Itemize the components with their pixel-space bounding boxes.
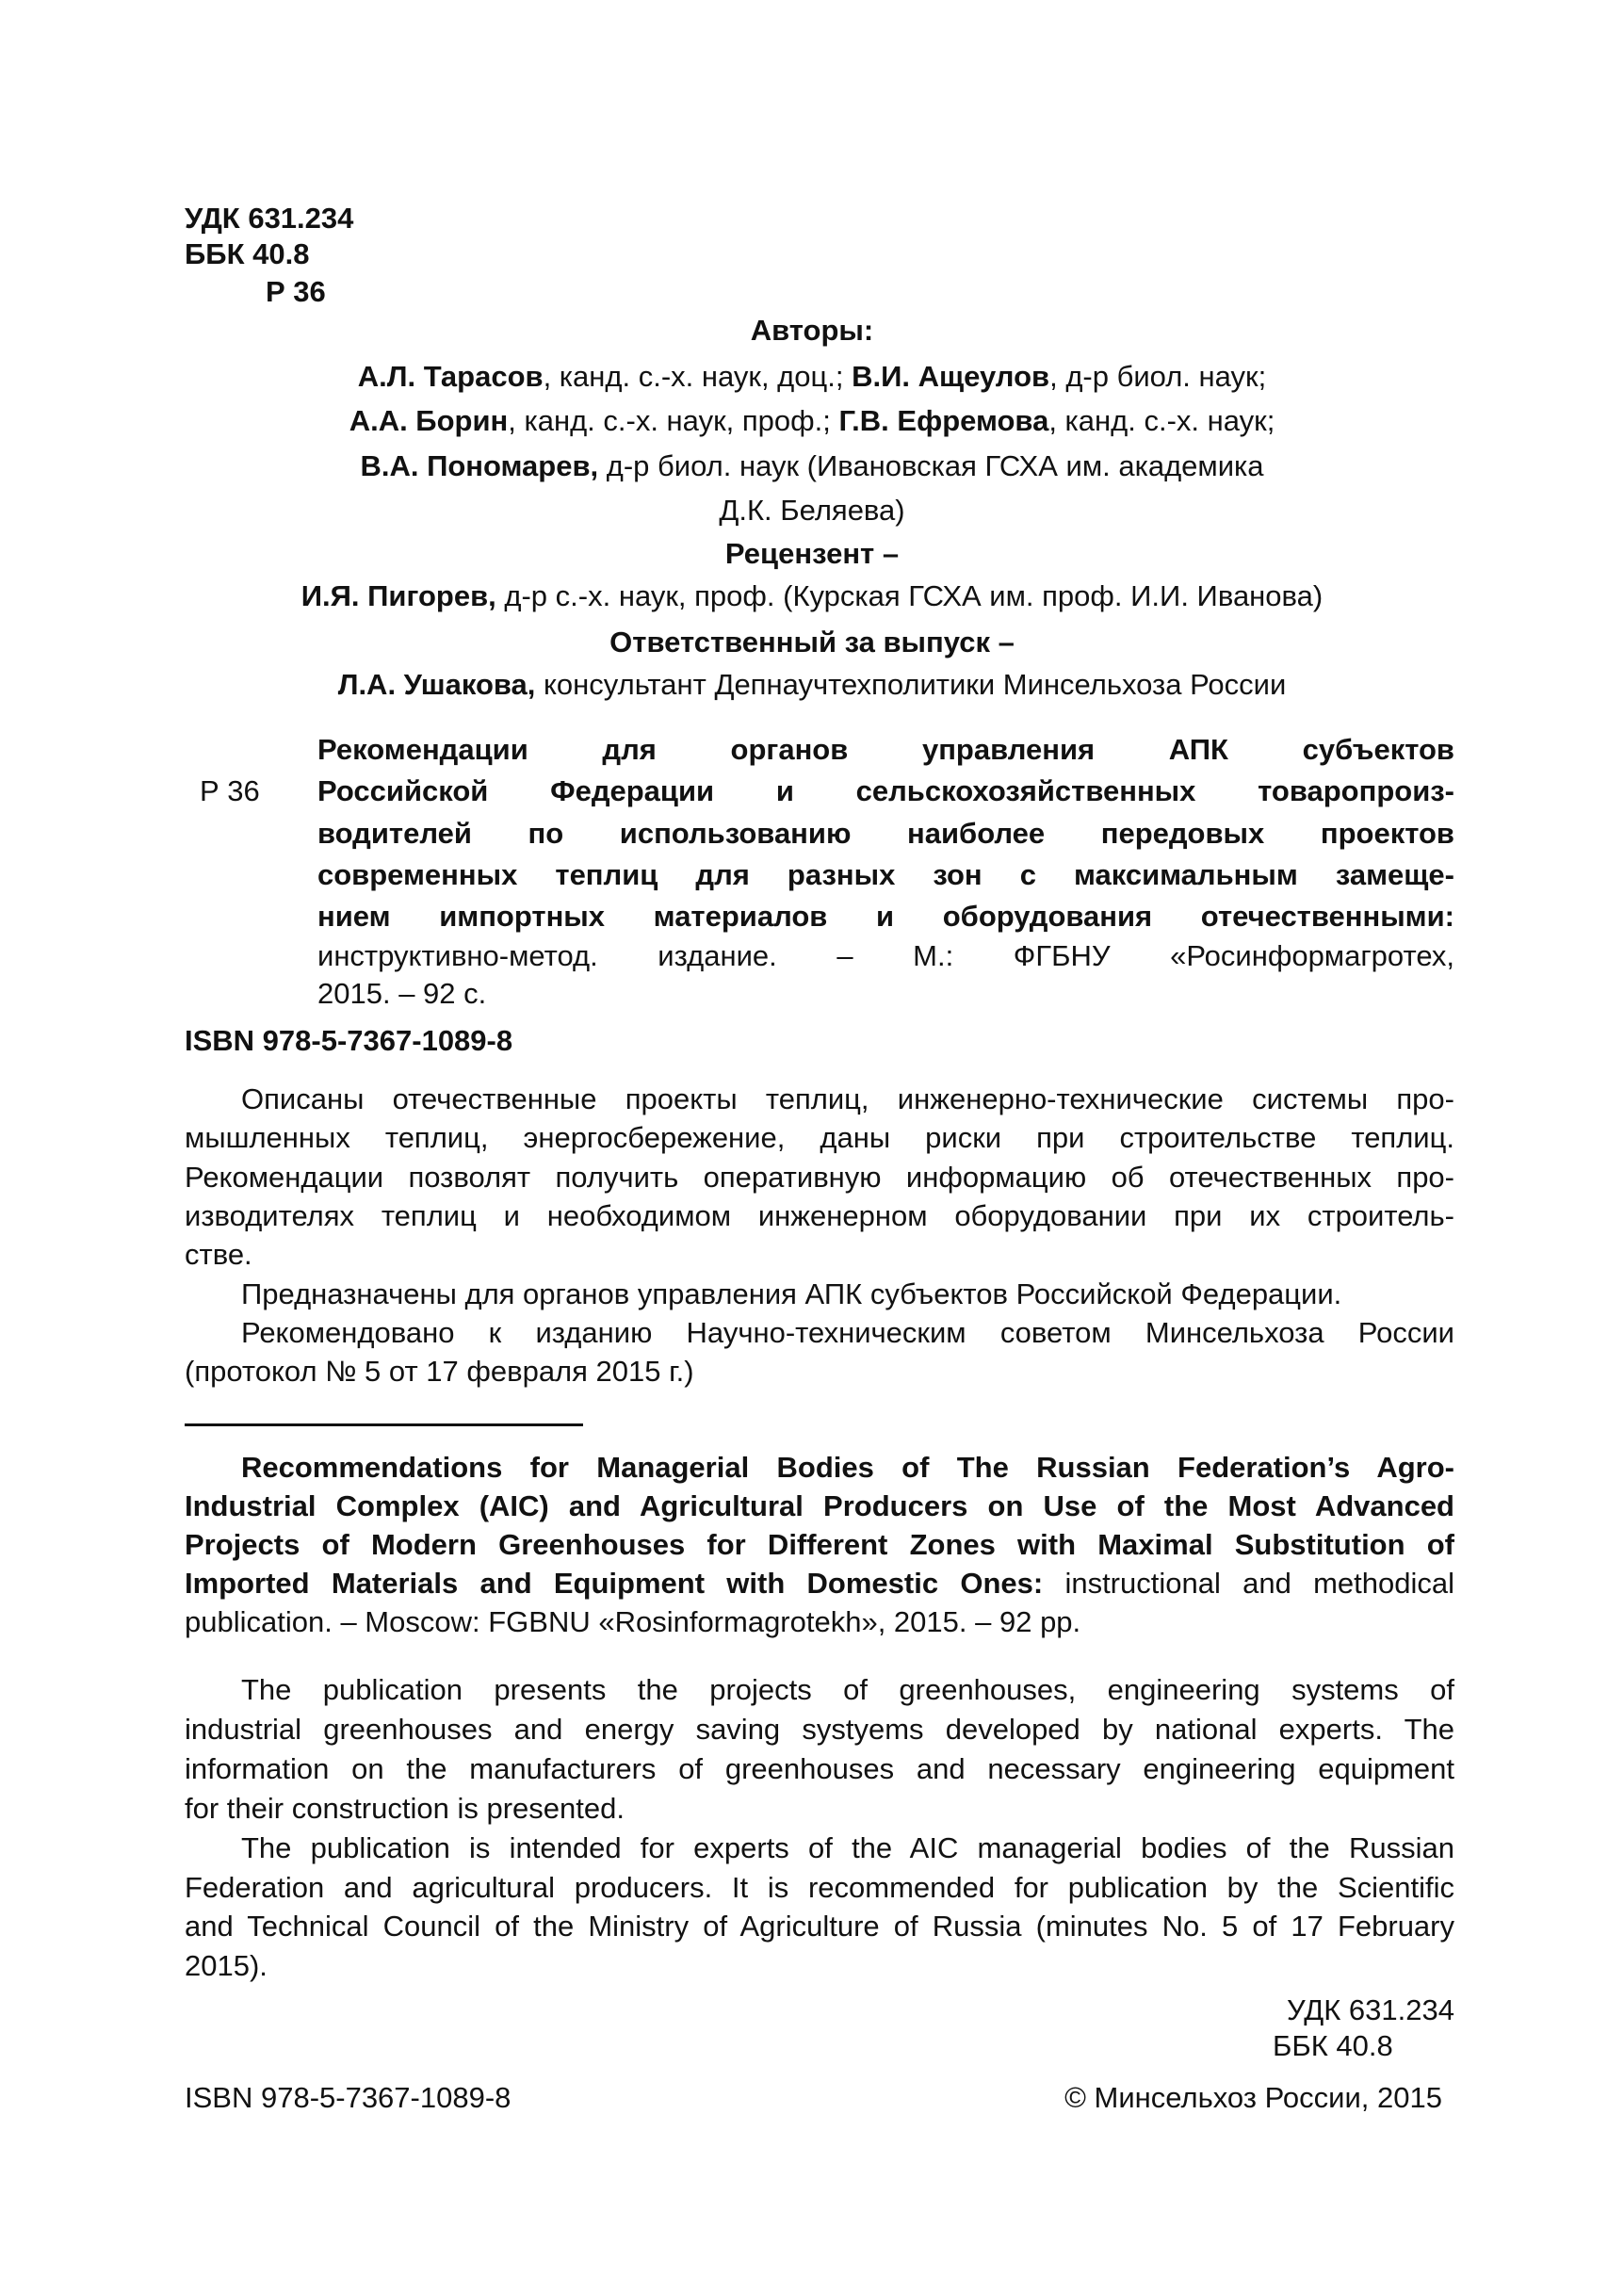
abstract-ru-line: Рекомендовано к изданию Научно-техническим советом Минсельхоза России: [241, 1315, 1454, 1349]
catalog-code: Р 36: [266, 275, 326, 308]
abstract-en-line: The publication is intended for experts of the AIC managerial bodies of the Russian: [241, 1830, 1454, 1864]
bold-text: современных теплиц для разных зон с максимальным замеще-: [317, 858, 1454, 891]
bold-text: Industrial Complex (AIC) and Agricultural Producers on Use of the Most Advanced: [185, 1489, 1454, 1522]
bibliography-line: [317, 898, 1454, 935]
abstract-ru-line: изводителях теплиц и необходимом инженерном оборудовании при их строитель-: [185, 1198, 1454, 1232]
bibliography-line: [317, 815, 1454, 853]
english-title-line: [185, 1565, 1454, 1602]
abstract-ru-line: стве.: [185, 1238, 252, 1272]
abstract-ru-line: Описаны отечественные проекты теплиц, инженерно-технические системы про-: [241, 1082, 1454, 1115]
editor-heading: Ответственный за выпуск –: [609, 626, 1015, 659]
author-line: [141, 447, 1483, 485]
english-title-line: [185, 1603, 1454, 1641]
text: 2015. – 92 с.: [317, 977, 487, 1010]
bold-text: Российской Федерации и сельскохозяйственных товаропроиз-: [317, 774, 1454, 807]
bibliography-line: [317, 975, 1454, 1013]
reviewer-line: [141, 577, 1483, 615]
isbn: ISBN 978-5-7367-1089-8: [185, 1024, 513, 1057]
text: , канд. с.-х. наук;: [1048, 404, 1275, 437]
text: instructional and methodical: [1043, 1567, 1454, 1600]
abstract-en-line: industrial greenhouses and energy saving systyems developed by national experts. The: [185, 1712, 1454, 1746]
bold-text: И.Я. Пигорев,: [300, 579, 496, 612]
bbk-code: ББК 40.8: [185, 237, 310, 270]
abstract-en-line: 2015).: [185, 1949, 268, 1983]
abstract-en-line: Federation and agricultural producers. It is recommended for publication by the Scientific: [185, 1870, 1454, 1904]
abstract-en-line: information on the manufacturers of greenhouses and necessary engineering equipment: [185, 1751, 1454, 1785]
footer-udk: УДК 631.234: [1286, 1993, 1454, 2026]
bibliography-line: [317, 856, 1454, 894]
text: , канд. с.-х. наук, проф.;: [508, 404, 839, 437]
text: д-р с.-х. наук, проф. (Курская ГСХА им. проф. И.И. Иванова): [495, 579, 1324, 612]
bold-text: Projects of Modern Greenhouses for Different Zones with Maximal Substitution of: [185, 1528, 1454, 1561]
udk-code: УДК 631.234: [185, 202, 354, 235]
footer-bbk: ББК 40.8: [1273, 2029, 1393, 2062]
text: , канд. с.-х. наук, доц.;: [543, 360, 853, 393]
reviewer-heading: Рецензент –: [724, 537, 900, 570]
bold-text: Imported Materials and Equipment with Domestic Ones:: [185, 1567, 1044, 1600]
text: publication. – Moscow: FGBNU «Rosinformagrotekh», 2015. – 92 pp.: [185, 1605, 1081, 1638]
text: консультант Депнаучтехполитики Минсельхоза России: [535, 668, 1287, 701]
bold-text: А.А. Борин: [349, 404, 509, 437]
bold-text: нием импортных материалов и оборудования отечественными:: [317, 900, 1454, 933]
english-title-line: [185, 1488, 1454, 1525]
english-title-line: [185, 1526, 1454, 1564]
bold-text: Recommendations for Managerial Bodies of The Russian Federation’s Agro-: [241, 1451, 1454, 1484]
english-title-line: [241, 1449, 1454, 1487]
abstract-en-line: The publication presents the projects of greenhouses, engineering systems of: [241, 1673, 1454, 1706]
bold-text: Л.А. Ушакова,: [337, 668, 536, 701]
abstract-en-line: and Technical Council of the Ministry of Agriculture of Russia (minutes No. 5 of 17 February: [185, 1910, 1454, 1943]
bold-text: В.А. Пономарев,: [360, 449, 599, 482]
abstract-ru-line: мышленных теплиц, энергосбережение, даны риски при строительстве теплиц.: [185, 1121, 1454, 1155]
text: инструктивно-метод. издание. – М.: ФГБНУ «Росинформагротех,: [317, 939, 1454, 972]
abstract-en-line: for their construction is presented.: [185, 1791, 625, 1825]
bold-text: водителей по использованию наиболее передовых проектов: [317, 817, 1454, 850]
editor-line: [141, 666, 1483, 704]
bibliography-line: [317, 937, 1454, 975]
bold-text: В.И. Ащеулов: [852, 360, 1050, 393]
bibliography-line: [317, 772, 1454, 810]
footer-isbn: ISBN 978-5-7367-1089-8: [185, 2081, 512, 2114]
bold-text: Рекомендации для органов управления АПК субъектов: [317, 733, 1454, 766]
text: Д.К. Беляева): [719, 494, 905, 527]
copyright: © Минсельхоз России, 2015: [1064, 2081, 1442, 2114]
bibliography-line: [317, 731, 1454, 769]
authors-heading: Авторы:: [750, 314, 874, 347]
text: д-р биол. наук (Ивановская ГСХА им. академика: [598, 449, 1264, 482]
bibliography-code: Р 36: [200, 774, 260, 807]
author-line: [141, 358, 1483, 396]
author-line: [141, 492, 1483, 529]
abstract-ru-line: Предназначены для органов управления АПК субъектов Российской Федерации.: [241, 1277, 1342, 1310]
bold-text: А.Л. Тарасов: [357, 360, 544, 393]
author-line: [141, 402, 1483, 440]
abstract-ru-line: Рекомендации позволят получить оперативную информацию об отечественных про-: [185, 1160, 1454, 1194]
abstract-ru-line: (протокол № 5 от 17 февраля 2015 г.): [185, 1355, 694, 1389]
text: , д-р биол. наук;: [1049, 360, 1267, 393]
divider-rule: [185, 1423, 583, 1426]
bold-text: Г.В. Ефремова: [838, 404, 1049, 437]
